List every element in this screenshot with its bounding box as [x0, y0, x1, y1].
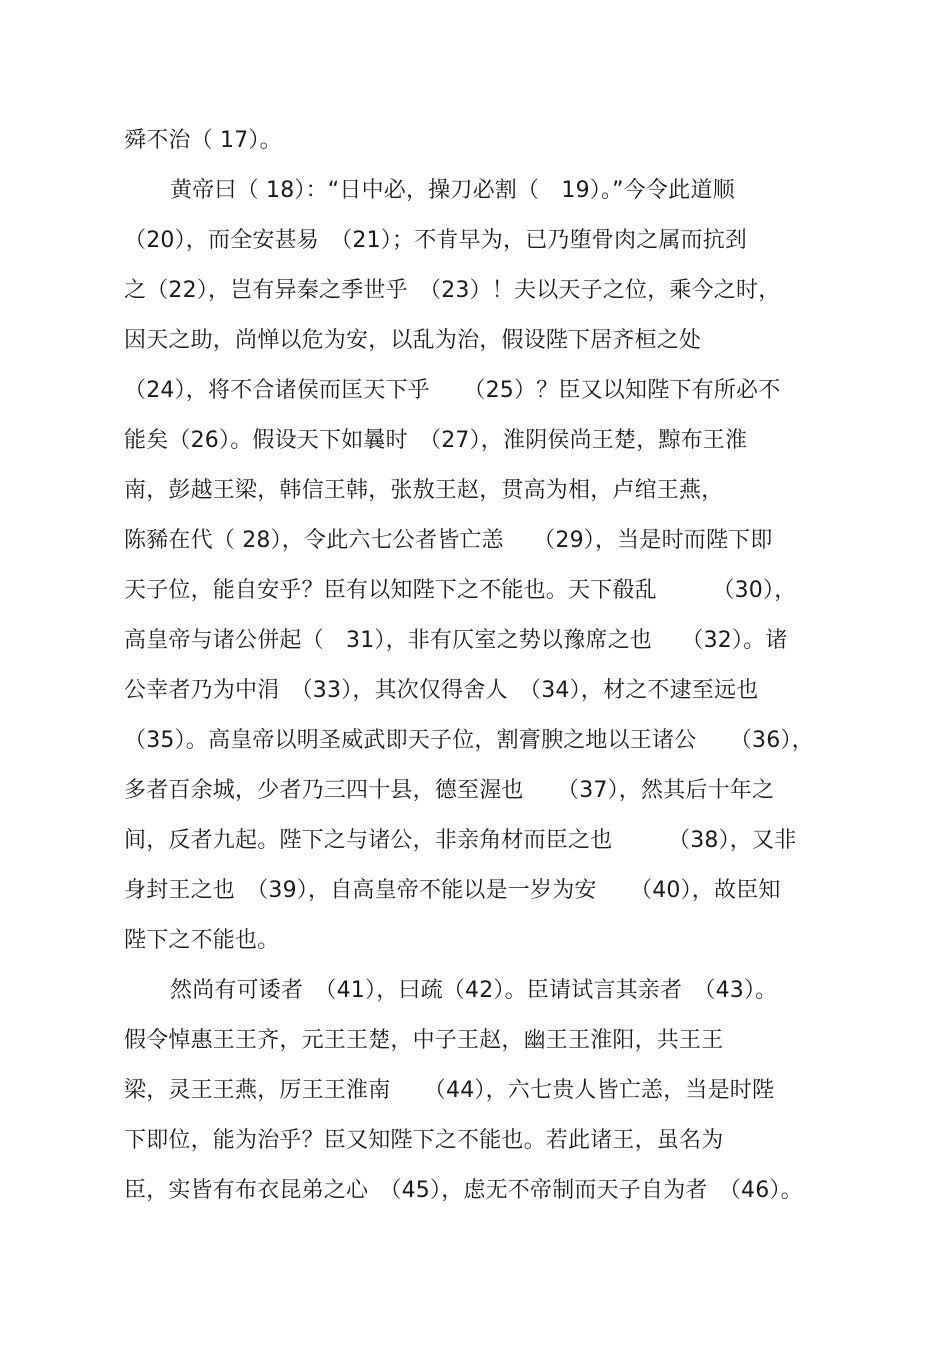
text-line: （20），而全安甚易 （21）；不肯早为，已乃堕骨肉之属而抗刭 [124, 228, 748, 253]
text-line: 梁，灵王王燕，厉王王淮南 （44），六七贵人皆亡恙，当是时陛 [124, 1078, 775, 1103]
text-line: 舜不治（ 17）。 [124, 128, 282, 153]
text-line: 多者百余城，少者乃三四十县，德至渥也 （37），然其后十年之 [124, 778, 775, 803]
text-line: 公幸者乃为中涓 （33），其次仅得舍人 （34），材之不逮至远也 [124, 678, 759, 703]
text-line: 间，反者九起。陛下之与诸公，非亲角材而臣之也 （38），又非 [124, 828, 797, 853]
text-line: 陛下之不能也。 [124, 928, 280, 953]
text-line: 假令悼惠王王齐，元王王楚，中子王赵，幽王王淮阳，共王王 [124, 1028, 724, 1053]
paragraph-start-line: 黄帝曰（ 18）：“日中必，操刀必割（ 19）。”今令此道顺 [170, 178, 735, 203]
text-line: 臣，实皆有布衣昆弟之心 （45），虑无不帝制而天子自为者 （46）。 [124, 1178, 803, 1203]
text-line: 身封王之也 （39），自高皇帝不能以是一岁为安 （40），故臣知 [124, 878, 781, 903]
text-line: （24），将不合诸侯而匡天下乎 （25）？臣又以知陛下有所必不 [124, 378, 781, 403]
text-line: 陈豨在代（ 28），令此六七公者皆亡恙 （29），当是时而陛下即 [124, 528, 773, 553]
text-line: 下即位，能为治乎？臣又知陛下之不能也。若此诸王，虽名为 [124, 1128, 724, 1153]
text-line: 高皇帝与诸公併起（ 31），非有仄室之势以豫席之也 （32）。诸 [124, 628, 788, 653]
text-line: （35）。高皇帝以明圣威武即天子位，割膏腴之地以王诸公 （36）， [124, 728, 814, 753]
text-line: 因天之助，尚惮以危为安，以乱为治，假设陛下居齐桓之处 [124, 328, 702, 353]
text-line: 之（22），岂有异秦之季世乎 （23）！夫以天子之位，乘今之时， [124, 278, 781, 303]
text-line: 天子位，能自安乎？臣有以知陛下之不能也。天下殽乱 （30）， [124, 578, 797, 603]
text-line: 能矣（26）。假设天下如曩时 （27），淮阴侯尚王楚，黥布王淮 [124, 428, 748, 453]
text-line: 南，彭越王梁，韩信王韩，张敖王赵，贯高为相，卢绾王燕， [124, 478, 724, 503]
paragraph-start-line: 然尚有可诿者 （41），曰疏（42）。臣请试言其亲者 （43）。 [170, 978, 778, 1003]
